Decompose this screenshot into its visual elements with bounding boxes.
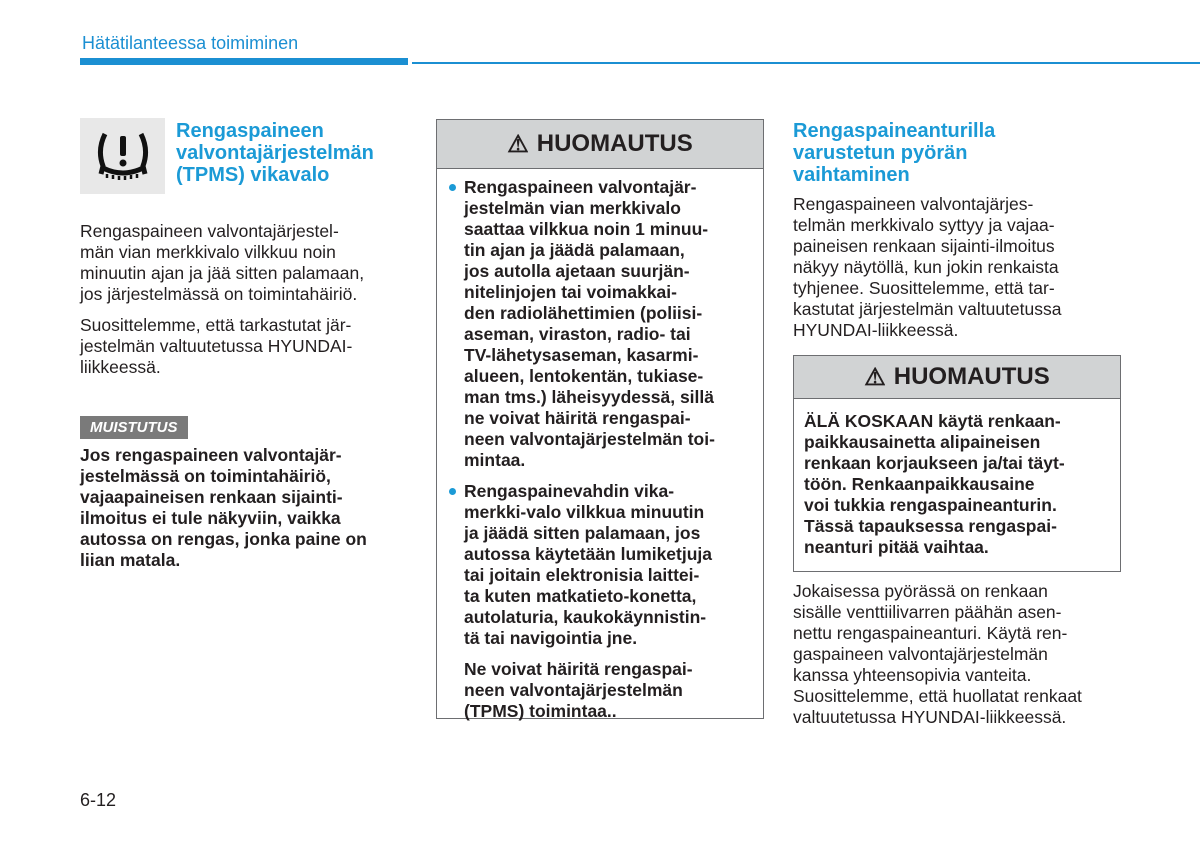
caution-header: [794, 356, 1120, 399]
wheel-change-heading: Rengaspaineanturilla varustetun pyörän vaihtaminen: [793, 120, 996, 186]
paragraph: Jokaisessa pyörässä on renkaan sisälle venttiilivarren päähän asen- nettu rengaspaineanturi. Käytä ren- gaspaineen valvontajärjestelmän kanssa yhteensopivia vanteita. Suosittelemme, että huollatat renkaat valtuutetussa HYUNDAI-liikkeessä.: [793, 581, 1082, 727]
header-bar: [80, 58, 408, 65]
note-text: Jos rengaspaineen valvontajär- jestelmässä on toimintahäiriö, vajaapaineisen renkaan sijainti- ilmoitus ei tule näkyviin, vaikka autossa on rengas, jonka paine on liian matala.: [80, 445, 367, 570]
paragraph: Rengaspaineen valvontajärjes- telmän merkkivalo syttyy ja vajaa- paineisen renkaan sijainti-ilmoitus näkyy näytöllä, kun jokin renkaista tyhjenee. Suosittelemme, että tar- kastutat järjestelmän valtuutetussa HYUNDAI-liikkeessä.: [793, 194, 1062, 340]
caution-title: HUOMAUTUS: [536, 130, 693, 157]
warning-triangle-icon: ⚠: [507, 130, 529, 158]
tpms-heading: Rengaspaineen valvontajärjestelmän (TPMS) vikavalo: [176, 120, 374, 186]
caution-box-1: [436, 119, 764, 719]
tpms-warning-icon: [80, 118, 165, 194]
caution-header: [437, 120, 763, 169]
paragraph: Rengaspaineen valvontajärjestel- män vian merkkivalo vilkkuu noin minuutin ajan ja jää sitten palamaan, jos järjestelmässä on toimintahäiriö.: [80, 221, 365, 304]
column-1: [80, 221, 410, 581]
caution-bullet: Rengaspaineen valvontajär- jestelmän vian merkkivalo saattaa vilkkua noin 1 minuu- tin ajan ja jäädä palamaan, jos autolla ajetaan suurjän- nitelinjojen tai voimakkai- den radiolähettimien (poliisi- aseman, viraston, radio- tai TV-lähetysaseman, kasarmi- alueen, lentokentän, tukiase- man tms.) läheisyydessä, sillä ne voivat häiritä rengaspai- neen valvontajärjestelmän toi- mintaa.: [447, 177, 753, 471]
warning-triangle-icon: ⚠: [864, 363, 886, 391]
section-title: Hätätilanteessa toimiminen: [82, 33, 299, 53]
caution-text: ÄLÄ KOSKAAN käytä renkaan- paikkausainetta alipaineisen renkaan korjaukseen ja/tai täyt- töön. Renkaanpaikkausaine voi tukkia rengaspaineanturin. Tässä tapauksessa rengaspai- neanturi pitää vaihtaa.: [804, 411, 1065, 557]
paragraph: Suosittelemme, että tarkastutat jär- jestelmän valtuutetussa HYUNDAI- liikkeessä.: [80, 315, 353, 377]
caution-title: HUOMAUTUS: [893, 363, 1050, 390]
caution-box-2: [793, 355, 1121, 572]
note-label: MUISTUTUS: [80, 416, 188, 439]
caution-bullet: Rengaspainevahdin vika- merkki-valo vilkkua minuutin ja jäädä sitten palamaan, jos autossa käytetään lumiketjuja tai joitain elektronisia laittei- ta kuten matkatieto-konetta, autolaturia, kaukokäynnistin- tä tai navigointia jne.: [447, 481, 753, 649]
caution-text: Ne voivat häiritä rengaspai- neen valvontajärjestelmän (TPMS) toimintaa..: [464, 659, 693, 721]
page-number: 6-12: [80, 790, 117, 810]
header-rule: [412, 62, 1200, 64]
